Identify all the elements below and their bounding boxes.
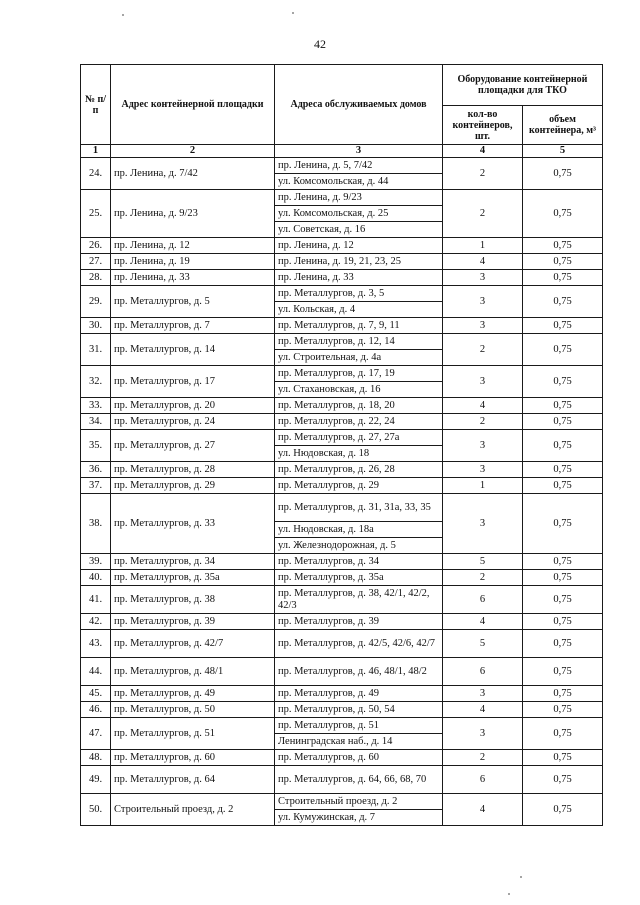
container-count: 5 xyxy=(443,554,523,570)
served-house-address: пр. Металлургов, д. 34 xyxy=(275,554,443,570)
container-count: 4 xyxy=(443,614,523,630)
container-sites-table xyxy=(80,64,603,826)
row-number: 42. xyxy=(81,614,111,630)
served-house-address: ул. Железнодорожная, д. 5 xyxy=(275,538,443,554)
row-number: 34. xyxy=(81,414,111,430)
served-house-address: пр. Металлургов, д. 3, 5 xyxy=(275,286,443,302)
header-house-addresses: Адреса обслуживаемых домов xyxy=(275,65,443,145)
site-address: пр. Металлургов, д. 50 xyxy=(111,702,275,718)
table-row xyxy=(81,586,603,614)
container-count: 2 xyxy=(443,158,523,190)
served-house-address: пр. Металлургов, д. 64, 66, 68, 70 xyxy=(275,766,443,794)
column-number: 5 xyxy=(523,145,603,158)
served-house-address: пр. Металлургов, д. 51 xyxy=(275,718,443,734)
site-address: пр. Ленина, д. 19 xyxy=(111,254,275,270)
container-count: 4 xyxy=(443,702,523,718)
site-address: пр. Металлургов, д. 7 xyxy=(111,318,275,334)
header-site-address: Адрес контейнерной площадки xyxy=(111,65,275,145)
served-house-address: пр. Металлургов, д. 39 xyxy=(275,614,443,630)
table-row xyxy=(81,718,603,734)
container-count: 3 xyxy=(443,686,523,702)
container-volume: 0,75 xyxy=(523,478,603,494)
site-address: пр. Ленина, д. 12 xyxy=(111,238,275,254)
table-row xyxy=(81,554,603,570)
site-address: пр. Металлургов, д. 20 xyxy=(111,398,275,414)
container-count: 3 xyxy=(443,494,523,554)
served-house-address: пр. Ленина, д. 12 xyxy=(275,238,443,254)
site-address: пр. Ленина, д. 33 xyxy=(111,270,275,286)
site-address: пр. Металлургов, д. 51 xyxy=(111,718,275,750)
container-volume: 0,75 xyxy=(523,494,603,554)
served-house-address: ул. Кольская, д. 4 xyxy=(275,302,443,318)
container-volume: 0,75 xyxy=(523,686,603,702)
site-address: пр. Металлургов, д. 33 xyxy=(111,494,275,554)
container-count: 6 xyxy=(443,658,523,686)
served-house-address: Строительный проезд, д. 2 xyxy=(275,794,443,810)
row-number: 24. xyxy=(81,158,111,190)
table-row xyxy=(81,614,603,630)
column-number: 4 xyxy=(443,145,523,158)
served-house-address: пр. Металлургов, д. 12, 14 xyxy=(275,334,443,350)
served-house-address: пр. Металлургов, д. 17, 19 xyxy=(275,366,443,382)
table-row xyxy=(81,190,603,206)
table-row xyxy=(81,366,603,382)
header-equipment: Оборудование контейнерной площадки для ТКО xyxy=(443,65,603,106)
table-row xyxy=(81,158,603,174)
row-number: 47. xyxy=(81,718,111,750)
container-count: 4 xyxy=(443,398,523,414)
row-number: 40. xyxy=(81,570,111,586)
row-number: 43. xyxy=(81,630,111,658)
container-volume: 0,75 xyxy=(523,430,603,462)
container-count: 6 xyxy=(443,586,523,614)
site-address: пр. Металлургов, д. 24 xyxy=(111,414,275,430)
container-count: 4 xyxy=(443,254,523,270)
container-volume: 0,75 xyxy=(523,254,603,270)
table-row xyxy=(81,686,603,702)
row-number: 30. xyxy=(81,318,111,334)
container-volume: 0,75 xyxy=(523,270,603,286)
site-address: пр. Металлургов, д. 29 xyxy=(111,478,275,494)
served-house-address: пр. Металлургов, д. 38, 42/1, 42/2, 42/3 xyxy=(275,586,443,614)
row-number: 46. xyxy=(81,702,111,718)
table-row xyxy=(81,570,603,586)
site-address: пр. Металлургов, д. 5 xyxy=(111,286,275,318)
served-house-address: пр. Металлургов, д. 50, 54 xyxy=(275,702,443,718)
container-count: 1 xyxy=(443,478,523,494)
container-volume: 0,75 xyxy=(523,586,603,614)
site-address: пр. Металлургов, д. 17 xyxy=(111,366,275,398)
table-row xyxy=(81,658,603,686)
table-row xyxy=(81,334,603,350)
site-address: пр. Металлургов, д. 49 xyxy=(111,686,275,702)
site-address: пр. Металлургов, д. 14 xyxy=(111,334,275,366)
row-number: 41. xyxy=(81,586,111,614)
table-row xyxy=(81,414,603,430)
site-address: пр. Металлургов, д. 60 xyxy=(111,750,275,766)
container-volume: 0,75 xyxy=(523,190,603,238)
row-number: 37. xyxy=(81,478,111,494)
row-number: 32. xyxy=(81,366,111,398)
container-volume: 0,75 xyxy=(523,794,603,826)
served-house-address: Ленинградская наб., д. 14 xyxy=(275,734,443,750)
site-address: пр. Металлургов, д. 27 xyxy=(111,430,275,462)
container-count: 6 xyxy=(443,766,523,794)
row-number: 45. xyxy=(81,686,111,702)
row-number: 48. xyxy=(81,750,111,766)
container-count: 5 xyxy=(443,630,523,658)
row-number: 29. xyxy=(81,286,111,318)
container-volume: 0,75 xyxy=(523,398,603,414)
site-address: пр. Металлургов, д. 42/7 xyxy=(111,630,275,658)
served-house-address: пр. Ленина, д. 33 xyxy=(275,270,443,286)
container-count: 3 xyxy=(443,462,523,478)
container-volume: 0,75 xyxy=(523,158,603,190)
row-number: 35. xyxy=(81,430,111,462)
served-house-address: пр. Металлургов, д. 49 xyxy=(275,686,443,702)
container-count: 2 xyxy=(443,190,523,238)
served-house-address: пр. Металлургов, д. 27, 27а xyxy=(275,430,443,446)
row-number: 27. xyxy=(81,254,111,270)
container-volume: 0,75 xyxy=(523,238,603,254)
container-volume: 0,75 xyxy=(523,286,603,318)
container-count: 3 xyxy=(443,366,523,398)
table-row xyxy=(81,794,603,810)
table-row xyxy=(81,430,603,446)
container-count: 3 xyxy=(443,718,523,750)
container-count: 4 xyxy=(443,794,523,826)
served-house-address: ул. Комсомольская, д. 44 xyxy=(275,174,443,190)
served-house-address: ул. Стахановская, д. 16 xyxy=(275,382,443,398)
served-house-address: пр. Металлургов, д. 7, 9, 11 xyxy=(275,318,443,334)
container-volume: 0,75 xyxy=(523,702,603,718)
table-row xyxy=(81,766,603,794)
page-number: 42 xyxy=(314,37,326,51)
row-number: 50. xyxy=(81,794,111,826)
container-volume: 0,75 xyxy=(523,318,603,334)
site-address: пр. Металлургов, д. 35а xyxy=(111,570,275,586)
header-num: № п/ п xyxy=(81,65,111,145)
served-house-address: пр. Металлургов, д. 26, 28 xyxy=(275,462,443,478)
container-count: 2 xyxy=(443,570,523,586)
table-row xyxy=(81,286,603,302)
container-count: 3 xyxy=(443,430,523,462)
served-house-address: ул. Комсомольская, д. 25 xyxy=(275,206,443,222)
row-number: 31. xyxy=(81,334,111,366)
served-house-address: пр. Металлургов, д. 31, 31а, 33, 35 xyxy=(275,494,443,522)
served-house-address: пр. Ленина, д. 5, 7/42 xyxy=(275,158,443,174)
served-house-address: ул. Кумужинская, д. 7 xyxy=(275,810,443,826)
scan-speck xyxy=(292,12,294,14)
table-body xyxy=(81,158,603,826)
row-number: 25. xyxy=(81,190,111,238)
container-volume: 0,75 xyxy=(523,750,603,766)
site-address: пр. Металлургов, д. 34 xyxy=(111,554,275,570)
container-volume: 0,75 xyxy=(523,614,603,630)
column-number: 1 xyxy=(81,145,111,158)
served-house-address: ул. Строительная, д. 4а xyxy=(275,350,443,366)
row-number: 36. xyxy=(81,462,111,478)
served-house-address: ул. Нюдовская, д. 18 xyxy=(275,446,443,462)
row-number: 28. xyxy=(81,270,111,286)
container-volume: 0,75 xyxy=(523,718,603,750)
served-house-address: ул. Нюдовская, д. 18а xyxy=(275,522,443,538)
table-row xyxy=(81,318,603,334)
row-number: 49. xyxy=(81,766,111,794)
container-volume: 0,75 xyxy=(523,414,603,430)
container-volume: 0,75 xyxy=(523,658,603,686)
table-row xyxy=(81,478,603,494)
table-row xyxy=(81,702,603,718)
table-row xyxy=(81,630,603,658)
served-house-address: пр. Металлургов, д. 22, 24 xyxy=(275,414,443,430)
container-count: 1 xyxy=(443,238,523,254)
site-address: пр. Ленина, д. 9/23 xyxy=(111,190,275,238)
site-address: пр. Металлургов, д. 28 xyxy=(111,462,275,478)
scan-speck xyxy=(520,876,522,878)
site-address: пр. Ленина, д. 7/42 xyxy=(111,158,275,190)
header-container-count: кол-во контейнеров, шт. xyxy=(443,106,523,145)
served-house-address: пр. Металлургов, д. 46, 48/1, 48/2 xyxy=(275,658,443,686)
container-volume: 0,75 xyxy=(523,334,603,366)
served-house-address: пр. Металлургов, д. 35а xyxy=(275,570,443,586)
site-address: пр. Металлургов, д. 38 xyxy=(111,586,275,614)
row-number: 39. xyxy=(81,554,111,570)
served-house-address: пр. Металлургов, д. 60 xyxy=(275,750,443,766)
table-row xyxy=(81,462,603,478)
served-house-address: пр. Ленина, д. 19, 21, 23, 25 xyxy=(275,254,443,270)
scan-speck xyxy=(122,14,124,16)
served-house-address: пр. Металлургов, д. 42/5, 42/6, 42/7 xyxy=(275,630,443,658)
container-volume: 0,75 xyxy=(523,462,603,478)
container-volume: 0,75 xyxy=(523,766,603,794)
container-count: 2 xyxy=(443,334,523,366)
container-volume: 0,75 xyxy=(523,630,603,658)
served-house-address: ул. Советская, д. 16 xyxy=(275,222,443,238)
site-address: пр. Металлургов, д. 64 xyxy=(111,766,275,794)
container-volume: 0,75 xyxy=(523,570,603,586)
container-volume: 0,75 xyxy=(523,554,603,570)
table-row xyxy=(81,494,603,522)
site-address: Строительный проезд, д. 2 xyxy=(111,794,275,826)
served-house-address: пр. Ленина, д. 9/23 xyxy=(275,190,443,206)
row-number: 38. xyxy=(81,494,111,554)
row-number: 33. xyxy=(81,398,111,414)
table-row xyxy=(81,254,603,270)
table-row xyxy=(81,270,603,286)
container-count: 3 xyxy=(443,286,523,318)
table-row xyxy=(81,238,603,254)
site-address: пр. Металлургов, д. 39 xyxy=(111,614,275,630)
row-number: 26. xyxy=(81,238,111,254)
container-count: 2 xyxy=(443,750,523,766)
column-number: 2 xyxy=(111,145,275,158)
container-count: 3 xyxy=(443,270,523,286)
container-count: 2 xyxy=(443,414,523,430)
served-house-address: пр. Металлургов, д. 29 xyxy=(275,478,443,494)
table-row xyxy=(81,750,603,766)
table-row xyxy=(81,398,603,414)
scan-speck xyxy=(508,893,510,895)
container-count: 3 xyxy=(443,318,523,334)
served-house-address: пр. Металлургов, д. 18, 20 xyxy=(275,398,443,414)
header-container-volume: объем контейнера, м³ xyxy=(523,106,603,145)
column-number: 3 xyxy=(275,145,443,158)
container-volume: 0,75 xyxy=(523,366,603,398)
row-number: 44. xyxy=(81,658,111,686)
site-address: пр. Металлургов, д. 48/1 xyxy=(111,658,275,686)
